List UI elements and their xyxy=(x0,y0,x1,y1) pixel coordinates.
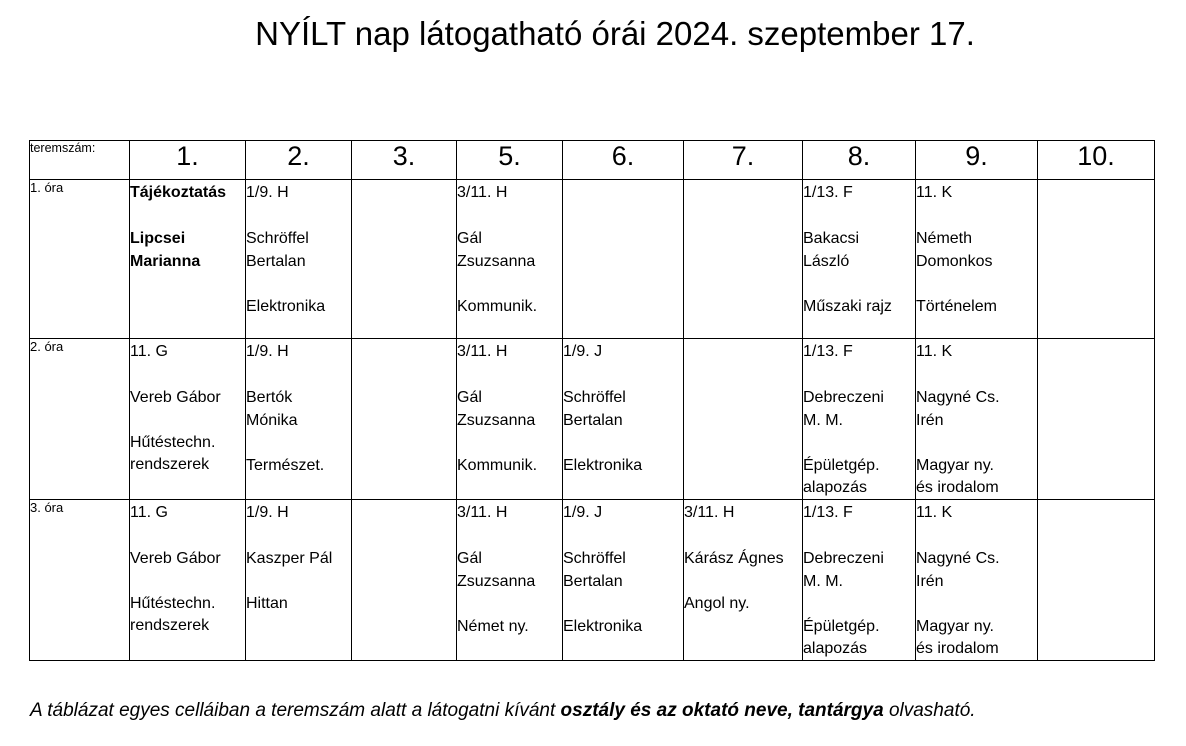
class-name: 1/13. F xyxy=(803,504,853,521)
footnote-text: A táblázat egyes celláiban a teremszám alatt a látogatni kívánt xyxy=(30,700,561,721)
schedule-cell xyxy=(803,180,916,339)
schedule-cell xyxy=(457,339,563,500)
teacher-name: Nagyné Cs. Irén xyxy=(916,550,1000,590)
footnote xyxy=(30,700,976,722)
schedule-cell xyxy=(684,500,803,661)
schedule-cell xyxy=(1038,339,1155,500)
lesson-label: 3. óra xyxy=(30,500,130,661)
schedule-cell xyxy=(916,500,1038,661)
subject-name: Hűtéstechn. rendszerek xyxy=(130,595,216,634)
teacher-name: Vereb Gábor xyxy=(130,389,221,406)
subject-name: Történelem xyxy=(916,298,997,315)
schedule-cell xyxy=(457,500,563,661)
subject-name: Hittan xyxy=(246,595,288,612)
subject-name: Természet. xyxy=(246,457,325,474)
lesson-row xyxy=(30,180,1155,339)
schedule-cell xyxy=(130,180,246,339)
teacher-name: Debreczeni M. M. xyxy=(803,389,884,429)
page-title: NYÍLT nap látogatható órái 2024. szeptember 17. xyxy=(255,15,975,52)
room-header: 9. xyxy=(916,141,1038,180)
class-name: Tájékoztatás xyxy=(130,184,227,201)
class-name: 1/9. H xyxy=(246,504,289,521)
room-header: 8. xyxy=(803,141,916,180)
room-header: 10. xyxy=(1038,141,1155,180)
header-row xyxy=(30,141,1155,180)
class-name: 3/11. H xyxy=(457,504,508,521)
schedule-table xyxy=(29,140,1155,661)
schedule-cell xyxy=(563,500,684,661)
teacher-name: Debreczeni M. M. xyxy=(803,550,884,590)
schedule-cell xyxy=(130,500,246,661)
schedule-cell xyxy=(457,180,563,339)
class-name: 1/13. F xyxy=(803,184,853,201)
class-name: 11. G xyxy=(130,504,168,521)
subject-name: Műszaki rajz xyxy=(803,298,892,315)
schedule-cell xyxy=(246,500,352,661)
room-header: 3. xyxy=(352,141,457,180)
schedule-cell xyxy=(803,500,916,661)
room-header: 5. xyxy=(457,141,563,180)
class-name: 1/9. J xyxy=(563,504,603,521)
teacher-name: Kárász Ágnes xyxy=(684,550,784,567)
schedule-cell xyxy=(1038,180,1155,339)
schedule-cell xyxy=(803,339,916,500)
lesson-row xyxy=(30,500,1155,661)
room-header: 1. xyxy=(130,141,246,180)
teacher-name: Kaszper Pál xyxy=(246,550,333,567)
room-header: 7. xyxy=(684,141,803,180)
class-name: 1/9. H xyxy=(246,343,289,360)
schedule-cell xyxy=(563,180,684,339)
teacher-name: Nagyné Cs. Irén xyxy=(916,389,1000,429)
schedule-cell xyxy=(684,339,803,500)
teacher-name: Vereb Gábor xyxy=(130,550,221,567)
subject-name: Hűtéstechn. rendszerek xyxy=(130,434,216,473)
class-name: 1/9. H xyxy=(246,184,289,201)
schedule-cell xyxy=(563,339,684,500)
teacher-name: Gál Zsuzsanna xyxy=(457,550,536,590)
schedule-cell xyxy=(246,339,352,500)
subject-name: Épületgép. alapozás xyxy=(803,618,880,657)
class-name: 1/9. J xyxy=(563,343,603,360)
footnote-text-end: olvasható. xyxy=(883,700,976,721)
class-name: 11. K xyxy=(916,343,953,360)
teacher-name: Németh Domonkos xyxy=(916,230,993,270)
class-name: 3/11. H xyxy=(457,184,508,201)
schedule-body xyxy=(30,180,1155,661)
class-name: 11. K xyxy=(916,184,953,201)
schedule-cell xyxy=(246,180,352,339)
schedule-cell xyxy=(352,339,457,500)
schedule-cell xyxy=(130,339,246,500)
schedule-cell xyxy=(684,180,803,339)
class-name: 11. K xyxy=(916,504,953,521)
teacher-name: Lipcsei Marianna xyxy=(130,230,201,270)
subject-name: Angol ny. xyxy=(684,595,750,612)
class-name: 1/13. F xyxy=(803,343,853,360)
teacher-name: Schröffel Bertalan xyxy=(563,389,626,429)
subject-name: Elektronika xyxy=(563,618,643,635)
teacher-name: Bakacsi László xyxy=(803,230,860,270)
teacher-name: Bertók Mónika xyxy=(246,389,298,429)
subject-name: Magyar ny. és irodalom xyxy=(916,618,999,657)
class-name: 3/11. H xyxy=(684,504,735,521)
subject-name: Kommunik. xyxy=(457,298,538,315)
subject-name: Német ny. xyxy=(457,618,529,635)
subject-name: Elektronika xyxy=(246,298,326,315)
schedule-cell xyxy=(352,180,457,339)
teacher-name: Schröffel Bertalan xyxy=(246,230,309,270)
teacher-name: Schröffel Bertalan xyxy=(563,550,626,590)
subject-name: Magyar ny. és irodalom xyxy=(916,457,999,496)
lesson-row xyxy=(30,339,1155,500)
schedule-cell xyxy=(1038,500,1155,661)
lesson-label: 2. óra xyxy=(30,339,130,500)
teacher-name: Gál Zsuzsanna xyxy=(457,389,536,429)
schedule-cell xyxy=(916,180,1038,339)
schedule-cell xyxy=(352,500,457,661)
subject-name: Épületgép. alapozás xyxy=(803,457,880,496)
schedule-cell xyxy=(916,339,1038,500)
room-header: 6. xyxy=(563,141,684,180)
teacher-name: Gál Zsuzsanna xyxy=(457,230,536,270)
lesson-label: 1. óra xyxy=(30,180,130,339)
class-name: 3/11. H xyxy=(457,343,508,360)
footnote-emphasis: osztály és az oktató neve, tantárgya xyxy=(560,700,884,721)
class-name: 11. G xyxy=(130,343,168,360)
subject-name: Elektronika xyxy=(563,457,643,474)
room-number-label: teremszám: xyxy=(30,141,130,180)
subject-name: Kommunik. xyxy=(457,457,538,474)
room-header: 2. xyxy=(246,141,352,180)
